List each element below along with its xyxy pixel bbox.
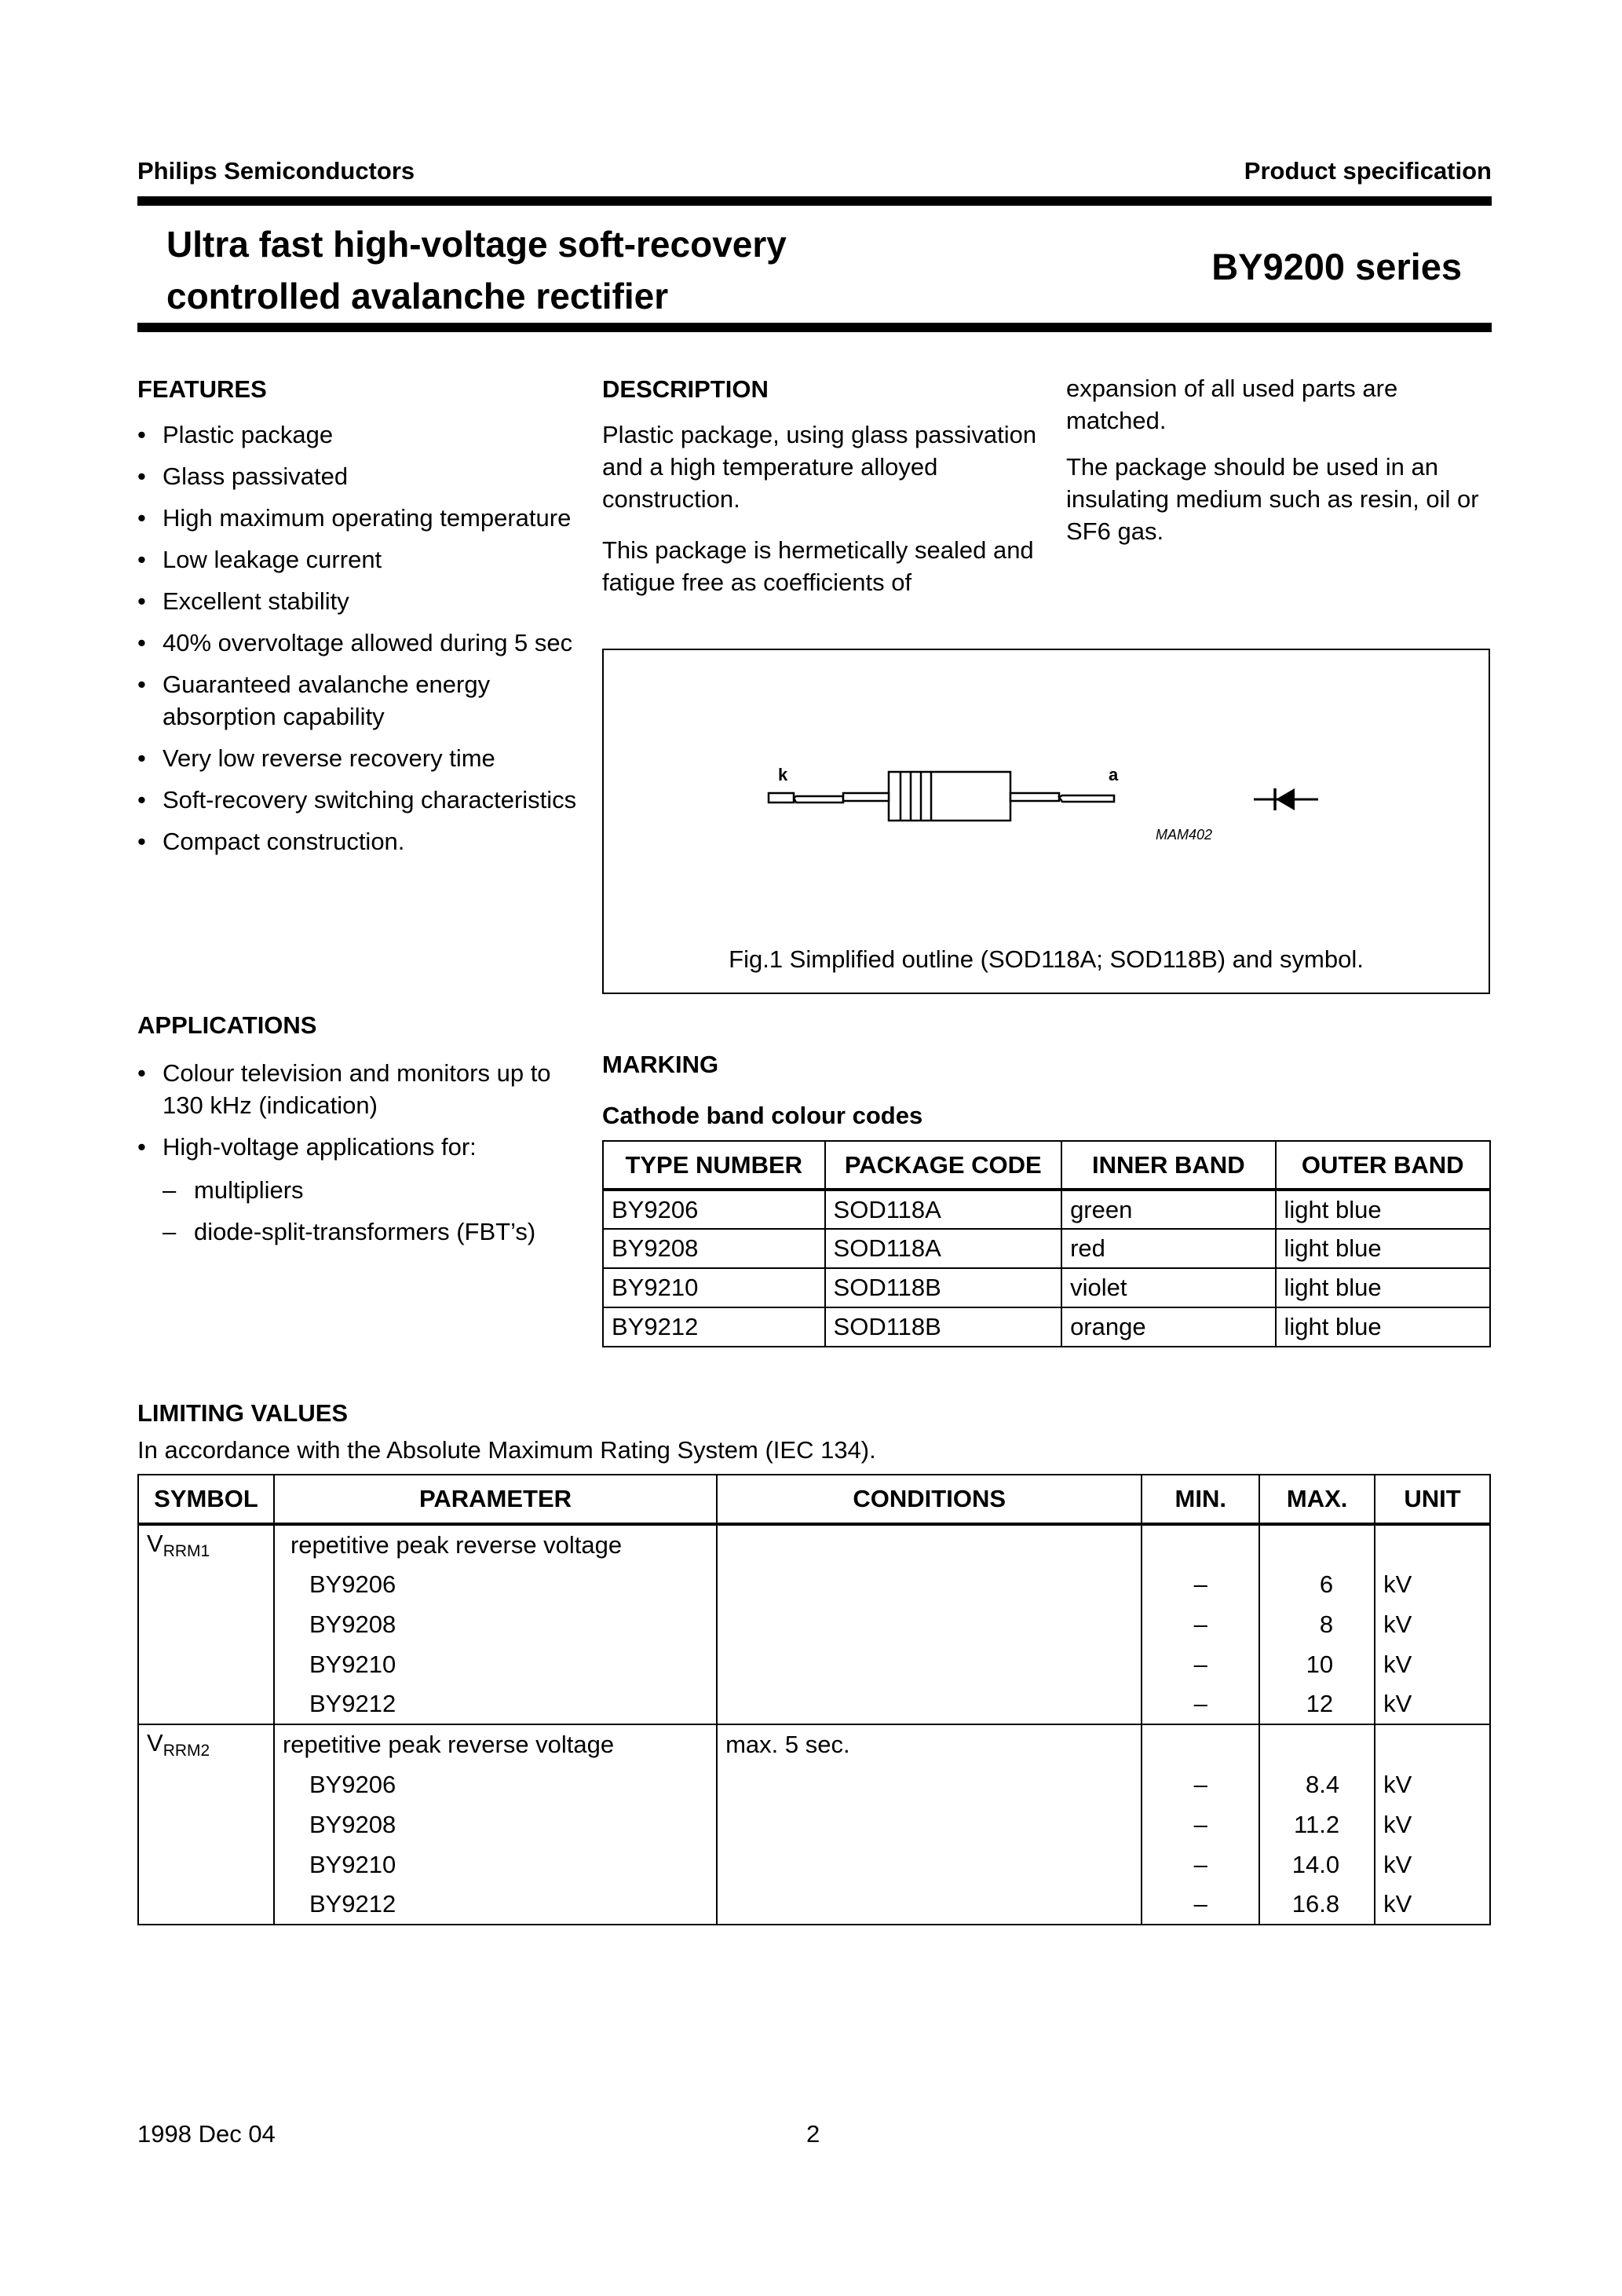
column-header: TYPE NUMBER (603, 1141, 825, 1190)
type-cell: BY9210 (274, 1844, 717, 1885)
min-cell: – (1142, 1564, 1259, 1604)
company-name: Philips Semiconductors (137, 157, 415, 185)
figure-code: MAM402 (1156, 827, 1213, 843)
list-item: • Glass passivated (137, 460, 577, 492)
column-header: MIN. (1142, 1475, 1259, 1524)
list-item: • 40% overvoltage allowed during 5 sec (137, 627, 577, 659)
list-subitem: – diode-split-transformers (FBT’s) (137, 1216, 577, 1248)
conditions-cell: max. 5 sec. (717, 1724, 1142, 1764)
unit-cell: kV (1375, 1644, 1490, 1684)
table-cell: light blue (1276, 1307, 1491, 1347)
footer-date: 1998 Dec 04 (137, 2120, 276, 2148)
series-name: BY9200 series (1211, 246, 1462, 287)
unit-cell: kV (1375, 1844, 1490, 1885)
list-item: • High maximum operating temperature (137, 502, 577, 534)
table-row (138, 1885, 1490, 1925)
table-row (138, 1604, 1490, 1644)
column-header: PARAMETER (274, 1475, 717, 1524)
applications-heading: APPLICATIONS (137, 1011, 317, 1039)
table-cell: red (1061, 1229, 1275, 1268)
column-header: PACKAGE CODE (825, 1141, 1062, 1190)
unit-cell: kV (1375, 1564, 1490, 1604)
table-row (603, 1268, 1490, 1307)
table-row (603, 1307, 1490, 1347)
symbol-main: V (147, 1729, 163, 1757)
cathode-label: k (778, 765, 788, 784)
min-cell: – (1142, 1604, 1259, 1644)
diode-outline-figure (604, 650, 1489, 993)
symbol-subscript: RRM2 (163, 1742, 210, 1760)
table-row (138, 1564, 1490, 1604)
features-heading: FEATURES (137, 375, 267, 403)
list-item: • Compact construction. (137, 825, 577, 857)
column-header: MAX. (1259, 1475, 1375, 1524)
description-para-4: The package should be used in an insulating medium such as resin, oil or SF6 gas. (1066, 453, 1479, 545)
description-para-2: This package is hermetically sealed and fatigue free as coefficients of (602, 536, 1034, 596)
unit-cell: kV (1375, 1764, 1490, 1804)
figure-caption: Fig.1 Simplified outline (SOD118A; SOD118B) and symbol. (729, 945, 1364, 973)
min-cell: – (1142, 1764, 1259, 1804)
conditions-cell (717, 1524, 1142, 1564)
max-cell: 10 (1259, 1644, 1375, 1684)
title-line-2: controlled avalanche rectifier (166, 276, 669, 316)
table-row (603, 1229, 1490, 1268)
table-row (138, 1524, 1490, 1564)
list-item: • Guaranteed avalanche energy absorption capability (137, 668, 577, 733)
table-cell: BY9206 (603, 1190, 825, 1229)
list-item: • Excellent stability (137, 585, 577, 617)
table-cell: BY9212 (603, 1307, 825, 1347)
unit-cell: kV (1375, 1604, 1490, 1644)
max-cell: 16.8 (1259, 1885, 1375, 1925)
features-list (137, 419, 577, 867)
column-header: UNIT (1375, 1475, 1490, 1524)
header-rule-top (137, 196, 1492, 206)
header-rule-bottom (137, 323, 1492, 332)
table-cell: light blue (1276, 1190, 1491, 1229)
type-cell: BY9208 (274, 1604, 717, 1644)
cathode-terminal-icon (769, 793, 794, 803)
min-cell: – (1142, 1644, 1259, 1684)
column-header: SYMBOL (138, 1475, 274, 1524)
table-row (138, 1804, 1490, 1844)
document-type: Product specification (1244, 157, 1492, 185)
list-item: • Low leakage current (137, 543, 577, 576)
max-cell: 8 (1259, 1604, 1375, 1644)
table-header-row (138, 1475, 1490, 1524)
figure-box (602, 649, 1490, 994)
table-cell: BY9208 (603, 1229, 825, 1268)
table-row (138, 1764, 1490, 1804)
description-heading: DESCRIPTION (602, 375, 769, 403)
min-cell: – (1142, 1804, 1259, 1844)
list-item: • Colour television and monitors up to 130 kHz (indication) (137, 1057, 577, 1121)
unit-cell: kV (1375, 1804, 1490, 1844)
table-cell: green (1061, 1190, 1275, 1229)
max-cell: 6 (1259, 1564, 1375, 1604)
type-cell: BY9212 (274, 1684, 717, 1724)
table-row (138, 1684, 1490, 1724)
diode-body-icon (889, 772, 1010, 821)
type-cell: BY9210 (274, 1644, 717, 1684)
list-item: • Very low reverse recovery time (137, 742, 577, 774)
description-para-3: expansion of all used parts are matched. (1066, 375, 1398, 434)
max-cell: 11.2 (1259, 1804, 1375, 1844)
list-item: • High-voltage applications for: (137, 1131, 577, 1163)
table-cell: orange (1061, 1307, 1275, 1347)
marking-heading: MARKING (602, 1051, 719, 1078)
page-number: 2 (806, 2120, 820, 2148)
symbol-main: V (147, 1529, 163, 1557)
applications-list (137, 1057, 577, 1172)
anode-lead-icon (1010, 793, 1059, 801)
max-cell: 8.4 (1259, 1764, 1375, 1804)
diode-symbol-icon (1254, 788, 1318, 810)
symbol-subscript: RRM1 (163, 1541, 210, 1560)
symbol-cell (138, 1724, 274, 1764)
table-row (138, 1644, 1490, 1684)
list-subitem: – multipliers (137, 1174, 577, 1206)
table-row (138, 1724, 1490, 1764)
column-header: INNER BAND (1061, 1141, 1275, 1190)
cathode-lead-icon (794, 796, 843, 803)
table-cell: light blue (1276, 1229, 1491, 1268)
anode-label: a (1109, 765, 1119, 784)
parameter-cell: repetitive peak reverse voltage (274, 1524, 717, 1564)
type-cell: BY9212 (274, 1885, 717, 1925)
type-cell: BY9206 (274, 1764, 717, 1804)
table-cell: SOD118A (825, 1229, 1062, 1268)
unit-cell: kV (1375, 1684, 1490, 1724)
table-cell: SOD118B (825, 1268, 1062, 1307)
title-line-1: Ultra fast high-voltage soft-recovery (166, 224, 787, 265)
min-cell: – (1142, 1844, 1259, 1885)
max-cell: 14.0 (1259, 1844, 1375, 1885)
column-header: OUTER BAND (1276, 1141, 1491, 1190)
min-cell: – (1142, 1684, 1259, 1724)
table-row (138, 1844, 1490, 1885)
column-header: CONDITIONS (717, 1475, 1142, 1524)
limiting-intro: In accordance with the Absolute Maximum Rating System (IEC 134). (137, 1436, 876, 1464)
type-cell: BY9206 (274, 1564, 717, 1604)
symbol-cell (138, 1524, 274, 1564)
anode-terminal-icon (1059, 795, 1114, 802)
marking-table (602, 1140, 1491, 1347)
page-title (166, 218, 787, 322)
applications-sublist (137, 1174, 577, 1257)
description-para-1: Plastic package, using glass passivation and a high temperature alloyed construction. (602, 421, 1037, 513)
type-cell: BY9208 (274, 1804, 717, 1844)
table-cell: BY9210 (603, 1268, 825, 1307)
table-cell: SOD118A (825, 1190, 1062, 1229)
table-row (603, 1190, 1490, 1229)
list-item: • Soft-recovery switching characteristics (137, 784, 577, 816)
marking-subheading: Cathode band colour codes (602, 1102, 923, 1129)
limiting-heading: LIMITING VALUES (137, 1399, 349, 1427)
unit-cell: kV (1375, 1885, 1490, 1925)
min-cell: – (1142, 1885, 1259, 1925)
table-cell: SOD118B (825, 1307, 1062, 1347)
max-cell: 12 (1259, 1684, 1375, 1724)
parameter-cell: repetitive peak reverse voltage (274, 1724, 717, 1764)
table-header-row (603, 1141, 1490, 1190)
limiting-values-table (137, 1474, 1491, 1925)
table-cell: light blue (1276, 1268, 1491, 1307)
table-cell: violet (1061, 1268, 1275, 1307)
list-item: • Plastic package (137, 419, 577, 451)
